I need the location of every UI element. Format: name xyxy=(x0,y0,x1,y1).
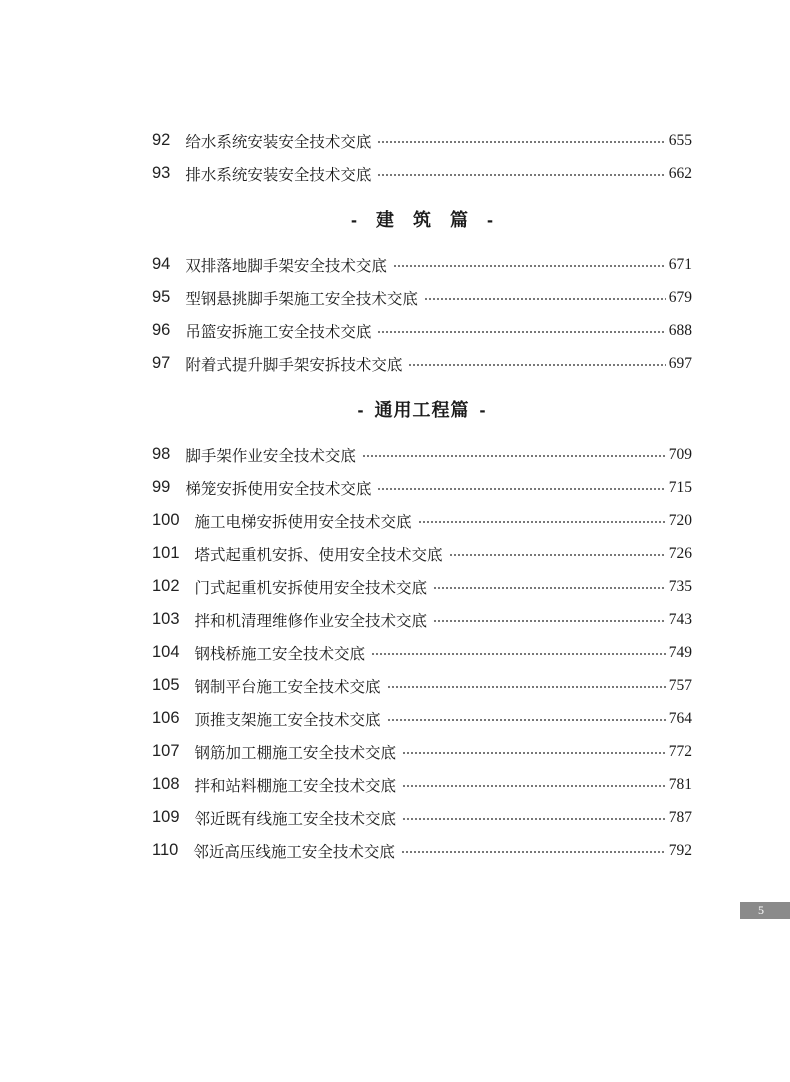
toc-entry xyxy=(152,471,692,504)
entry-number: 105 xyxy=(152,676,180,694)
entry-page: 715 xyxy=(668,478,692,496)
entry-number: 108 xyxy=(152,775,180,793)
entry-page: 792 xyxy=(668,841,692,859)
entry-number: 106 xyxy=(152,709,180,727)
dot-leader xyxy=(377,173,665,177)
entry-number: 96 xyxy=(152,321,171,339)
page-number-badge xyxy=(740,902,790,919)
entry-title: 拌和机清理维修作业安全技术交底 xyxy=(194,611,428,630)
toc-entry xyxy=(152,636,692,669)
entry-title: 顶推支架施工安全技术交底 xyxy=(194,710,381,729)
entry-number: 110 xyxy=(152,841,179,859)
toc-entry xyxy=(152,768,692,801)
entry-title: 双排落地脚手架安全技术交底 xyxy=(185,256,387,275)
toc-entry xyxy=(152,603,692,636)
entry-page: 679 xyxy=(668,288,692,306)
section-heading: - 通用工程篇 - xyxy=(357,400,487,420)
dot-leader xyxy=(402,784,666,788)
entry-page: 764 xyxy=(668,709,692,727)
dot-leader xyxy=(402,817,666,821)
toc-entry xyxy=(152,735,692,768)
entry-title: 附着式提升脚手架安拆技术交底 xyxy=(185,355,403,374)
entry-number: 93 xyxy=(152,164,171,182)
toc-entry xyxy=(152,438,692,471)
entry-title: 塔式起重机安拆、使用安全技术交底 xyxy=(194,545,443,564)
toc-entry xyxy=(152,157,692,190)
dot-leader xyxy=(377,330,665,334)
dot-leader xyxy=(387,718,666,722)
dot-leader xyxy=(362,454,666,458)
toc-entry xyxy=(152,570,692,603)
entry-title: 拌和站料棚施工安全技术交底 xyxy=(194,776,397,795)
entry-number: 98 xyxy=(152,445,171,463)
entry-page: 709 xyxy=(668,445,692,463)
dot-leader xyxy=(387,685,666,689)
entry-number: 97 xyxy=(152,354,171,372)
entry-title: 邻近高压线施工安全技术交底 xyxy=(193,842,395,861)
entry-number: 104 xyxy=(152,643,180,661)
entry-title: 给水系统安装安全技术交底 xyxy=(185,132,372,151)
dot-leader xyxy=(393,264,666,268)
dot-leader xyxy=(433,586,666,590)
dot-leader xyxy=(377,487,665,491)
dot-leader xyxy=(433,619,666,623)
entry-page: 743 xyxy=(668,610,692,628)
toc-entry xyxy=(152,281,692,314)
entry-page: 688 xyxy=(668,321,692,339)
dot-leader xyxy=(449,553,666,557)
entry-page: 787 xyxy=(668,808,692,826)
toc-entry xyxy=(152,504,692,537)
toc-entry xyxy=(152,347,692,380)
entry-title: 脚手架作业安全技术交底 xyxy=(185,446,356,465)
entry-page: 735 xyxy=(668,577,692,595)
entry-title: 梯笼安拆使用安全技术交底 xyxy=(185,479,372,498)
dot-leader xyxy=(418,520,666,524)
entry-page: 671 xyxy=(668,255,692,273)
toc-entry xyxy=(152,248,692,281)
entry-number: 94 xyxy=(152,255,171,273)
entry-page: 726 xyxy=(668,544,692,562)
dot-leader xyxy=(371,652,666,656)
entry-title: 施工电梯安拆使用安全技术交底 xyxy=(194,512,412,531)
entry-title: 邻近既有线施工安全技术交底 xyxy=(194,809,397,828)
entry-title: 钢制平台施工安全技术交底 xyxy=(194,677,381,696)
entry-number: 95 xyxy=(152,288,171,306)
toc-entry xyxy=(152,702,692,735)
toc-entry xyxy=(152,669,692,702)
entry-title: 钢栈桥施工安全技术交底 xyxy=(194,644,366,663)
entry-number: 101 xyxy=(152,544,180,562)
entry-page: 757 xyxy=(668,676,692,694)
entry-page: 697 xyxy=(668,354,692,372)
entry-title: 排水系统安装安全技术交底 xyxy=(185,165,372,184)
toc-entry xyxy=(152,537,692,570)
entry-page: 772 xyxy=(668,742,692,760)
entry-page: 749 xyxy=(668,643,692,661)
dot-leader xyxy=(377,140,665,144)
entry-number: 102 xyxy=(152,577,180,595)
entry-number: 109 xyxy=(152,808,180,826)
entry-number: 99 xyxy=(152,478,171,496)
toc-entry xyxy=(152,801,692,834)
page-number: 5 xyxy=(758,903,764,917)
section-heading: - 建 筑 篇 - xyxy=(351,210,493,230)
entry-number: 103 xyxy=(152,610,180,628)
entry-page: 781 xyxy=(668,775,692,793)
entry-page: 662 xyxy=(668,164,692,182)
entry-page: 720 xyxy=(668,511,692,529)
dot-leader xyxy=(408,363,665,367)
entry-number: 100 xyxy=(152,511,180,529)
toc-entry xyxy=(152,834,692,867)
entry-title: 钢筋加工棚施工安全技术交底 xyxy=(194,743,397,762)
dot-leader xyxy=(424,297,666,301)
table-of-contents xyxy=(152,124,692,867)
dot-leader xyxy=(401,850,666,854)
entry-title: 型钢悬挑脚手架施工安全技术交底 xyxy=(185,289,418,308)
entry-number: 107 xyxy=(152,742,180,760)
entry-page: 655 xyxy=(668,131,692,149)
entry-title: 吊篮安拆施工安全技术交底 xyxy=(185,322,372,341)
toc-entry xyxy=(152,124,692,157)
entry-number: 92 xyxy=(152,131,171,149)
toc-entry xyxy=(152,314,692,347)
dot-leader xyxy=(402,751,666,755)
entry-title: 门式起重机安拆使用安全技术交底 xyxy=(194,578,428,597)
